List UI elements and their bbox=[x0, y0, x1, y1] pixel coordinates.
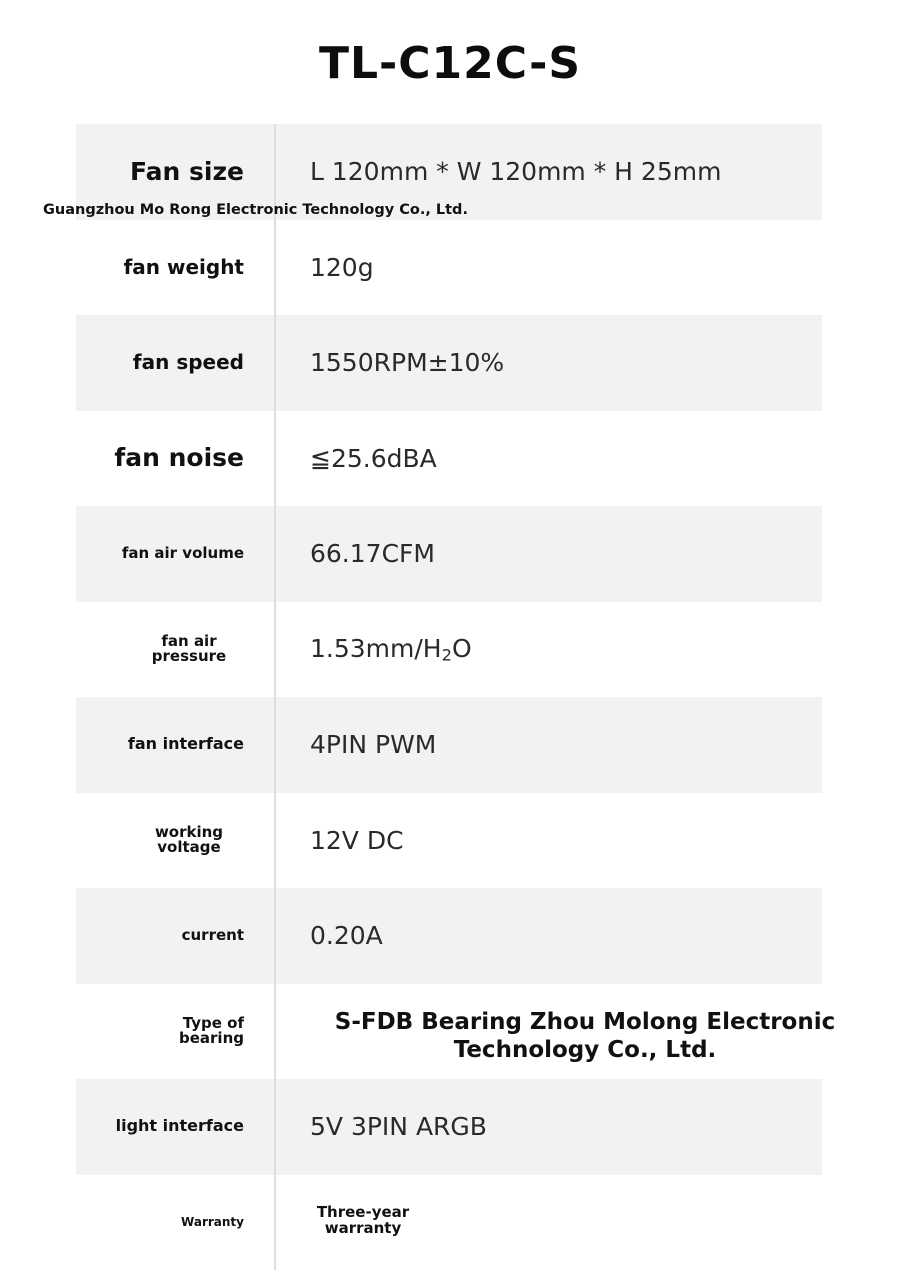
warranty-value-line: warranty bbox=[324, 1219, 402, 1237]
column-divider bbox=[274, 506, 276, 602]
spec-label bbox=[76, 822, 274, 857]
spec-row-fan-air-volume bbox=[76, 506, 822, 602]
spec-row-fan-weight bbox=[76, 220, 822, 316]
warranty-value-line: Three-year bbox=[316, 1203, 410, 1221]
spec-value: 4PIN PWM bbox=[310, 730, 437, 760]
spec-value: 120g bbox=[310, 252, 374, 282]
spec-label: current bbox=[181, 925, 244, 944]
spec-table bbox=[76, 124, 822, 1270]
spec-label: Warranty bbox=[181, 1214, 244, 1229]
spec-label-line: voltage bbox=[157, 838, 221, 857]
spec-label-line: working bbox=[154, 822, 224, 841]
spec-value: 12V DC bbox=[310, 825, 404, 855]
bearing-value bbox=[300, 1008, 870, 1064]
column-divider bbox=[274, 315, 276, 411]
spec-label bbox=[76, 631, 274, 666]
spec-row-warranty bbox=[76, 1175, 822, 1271]
bearing-value-line: Technology Co., Ltd. bbox=[453, 1037, 717, 1063]
spec-label-line: pressure bbox=[151, 647, 227, 666]
spec-row-fan-air-pressure bbox=[76, 602, 822, 698]
warranty-value bbox=[300, 1204, 426, 1236]
spec-row-fan-noise bbox=[76, 411, 822, 507]
spec-value: 0.20A bbox=[310, 921, 383, 951]
watermark-text: Guangzhou Mo Rong Electronic Technology Co., Ltd. bbox=[43, 202, 468, 218]
spec-row-working-voltage bbox=[76, 793, 822, 889]
column-divider bbox=[274, 1079, 276, 1175]
column-divider bbox=[274, 220, 276, 316]
column-divider bbox=[274, 793, 276, 889]
spec-row-light-interface bbox=[76, 1079, 822, 1175]
spec-value: L 120mm * W 120mm * H 25mm bbox=[310, 157, 722, 187]
spec-label: fan noise bbox=[114, 443, 244, 473]
column-divider bbox=[274, 984, 276, 1080]
spec-row-fan-interface bbox=[76, 697, 822, 793]
spec-value: $1.53mm/H_2O$ bbox=[310, 634, 472, 665]
spec-row-current bbox=[76, 888, 822, 984]
spec-value: 66.17CFM bbox=[310, 539, 435, 569]
spec-label: fan interface bbox=[127, 734, 244, 754]
column-divider bbox=[274, 411, 276, 507]
spec-label: fan speed bbox=[132, 350, 244, 375]
spec-label-line: fan air bbox=[161, 631, 217, 650]
spec-label: fan weight bbox=[123, 254, 244, 279]
column-divider bbox=[274, 1175, 276, 1271]
column-divider bbox=[274, 602, 276, 698]
spec-label: fan air volume bbox=[121, 543, 244, 562]
column-divider bbox=[274, 697, 276, 793]
spec-label-line: Type of bbox=[182, 1013, 244, 1032]
page-title: TL-C12C-S bbox=[318, 38, 582, 89]
spec-row-fan-speed bbox=[76, 315, 822, 411]
spec-value: 5V 3PIN ARGB bbox=[310, 1112, 487, 1142]
bearing-value-line: S-FDB Bearing Zhou Molong Electronic bbox=[334, 1009, 836, 1035]
spec-value: 1550RPM±10% bbox=[310, 348, 505, 378]
spec-value: ≦25.6dBA bbox=[310, 443, 437, 473]
spec-label: light interface bbox=[115, 1116, 244, 1136]
spec-label: Fan size bbox=[130, 156, 244, 186]
spec-label bbox=[76, 1013, 274, 1048]
spec-label-line: bearing bbox=[179, 1029, 244, 1048]
column-divider bbox=[274, 888, 276, 984]
